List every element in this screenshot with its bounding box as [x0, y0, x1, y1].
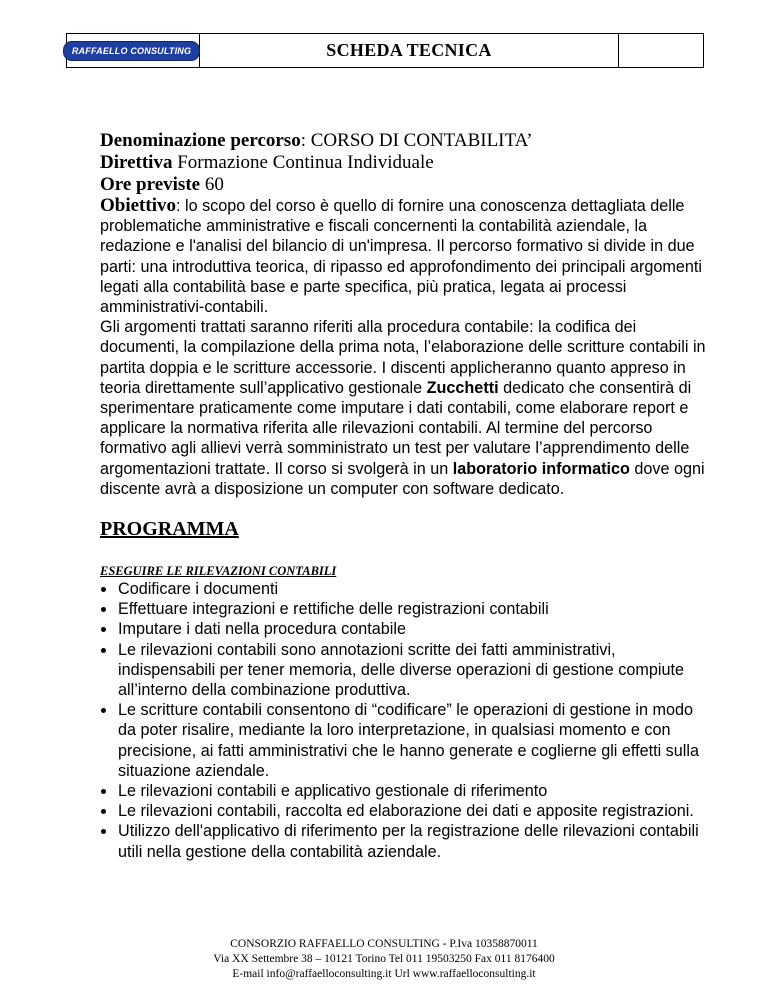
bullet-icon	[101, 607, 106, 612]
hours-line	[100, 174, 710, 196]
footer-contacts: E-mail info@raffaelloconsulting.it Url www.raffaelloconsulting.it	[232, 968, 536, 980]
list-item: Codificare i documenti	[100, 579, 700, 599]
description-text-3: dove ogni discente avrà a disposizione un computer con software dedicato.	[100, 459, 705, 498]
bullet-icon	[101, 829, 106, 834]
bullet-icon	[101, 648, 106, 653]
hours-label: Ore previste	[100, 174, 201, 195]
program-heading: PROGRAMMA	[100, 518, 239, 540]
footer-address: Via XX Settembre 38 – 10121 Torino Tel 011 19503250 Fax 011 8176400	[213, 953, 555, 965]
list-item: Effettuare integrazioni e rettifiche delle registrazioni contabili	[100, 599, 700, 619]
list-item: Utilizzo dell'applicativo di riferimento per la registrazione delle rilevazioni contabili utili nella gestione della contabilità aziendale.	[100, 821, 700, 861]
objective-text: : lo scopo del corso è quello di fornire una conoscenza dettagliata delle problematiche amministrative e fiscali concernenti la contabilità aziendale, la redazione e l'analisi del bilancio di un'impresa. Il percorso formativo si divide in due parti: una introduttiva teorica, di ripasso ed approfondimento dei principali argomenti legati alla contabilità base e parte specifica, più pratica, legata ai processi amministrativi-contabili.	[100, 197, 702, 317]
description-text-1: Gli argomenti trattati saranno riferiti alla procedura contabile: la codifica dei documenti, la compilazione della prima nota, l’elaborazione delle scritture contabili in partita doppia e le scritture accessorie. I discenti applicheranno quanto appreso in teoria direttamente sull’applicativo gestionale	[100, 318, 706, 397]
program-list	[100, 579, 700, 862]
list-item: Le rilevazioni contabili sono annotazioni scritte dei fatti amministrativi, indispensabili per tener memoria, delle diverse operazioni di gestione compiute all’interno della combinazione produttiva.	[100, 640, 700, 701]
page-footer	[0, 937, 768, 982]
objective-paragraph	[100, 196, 710, 317]
section-title: ESEGUIRE LE RILEVAZIONI CONTABILI	[100, 564, 337, 578]
bullet-icon	[101, 587, 106, 592]
description-text-2: dedicato che consentirà di sperimentare praticamente come imputare i dati contabili, come elaborare report e applicare la normativa riferita alle rilevazioni contabili. Al termine del percorso formativo agli allievi verrà somministrato un test per valutare l’apprendimento delle argomentazioni trattate. Il corso si svolgerà in un	[100, 378, 692, 478]
description-paragraph	[100, 317, 710, 499]
bullet-icon	[101, 789, 106, 794]
course-name-line	[100, 130, 710, 152]
course-info	[100, 130, 710, 499]
logo-text: RAFFAELLO CONSULTING	[71, 45, 192, 56]
bullet-icon	[101, 627, 106, 632]
bullet-icon	[101, 809, 106, 814]
hours-value: 60	[200, 174, 224, 195]
course-name-label: Denominazione percorso	[100, 130, 301, 151]
directive-line	[100, 152, 710, 174]
header-table	[66, 33, 704, 68]
header-empty-cell	[619, 34, 703, 67]
list-item: Imputare i dati nella procedura contabile	[100, 619, 700, 639]
list-item: Le rilevazioni contabili, raccolta ed elaborazione dei dati e apposite registrazioni.	[100, 801, 700, 821]
list-item: Le scritture contabili consentono di “codificare” le operazioni di gestione in modo da poter risalire, mediante la loro interpretazione, in qualsiasi momento e con precisione, ai fatti amministrativi che le hanno generate e coglierne gli effetti sulla situazione aziendale.	[100, 700, 700, 781]
objective-label: Obiettivo	[100, 195, 176, 216]
bullet-icon	[101, 708, 106, 713]
software-name: Zucchetti	[426, 378, 499, 397]
directive-value: Formazione Continua Individuale	[172, 152, 434, 173]
logo-cell	[67, 34, 200, 67]
document-title: SCHEDA TECNICA	[200, 34, 619, 67]
lab-name: laboratorio informatico	[452, 459, 630, 478]
footer-company: CONSORZIO RAFFAELLO CONSULTING - P.Iva 10358870011	[230, 938, 538, 950]
course-name-value: : CORSO DI CONTABILITA’	[300, 130, 533, 151]
directive-label: Direttiva	[100, 152, 173, 173]
list-item: Le rilevazioni contabili e applicativo gestionale di riferimento	[100, 781, 700, 801]
company-logo	[63, 41, 200, 61]
